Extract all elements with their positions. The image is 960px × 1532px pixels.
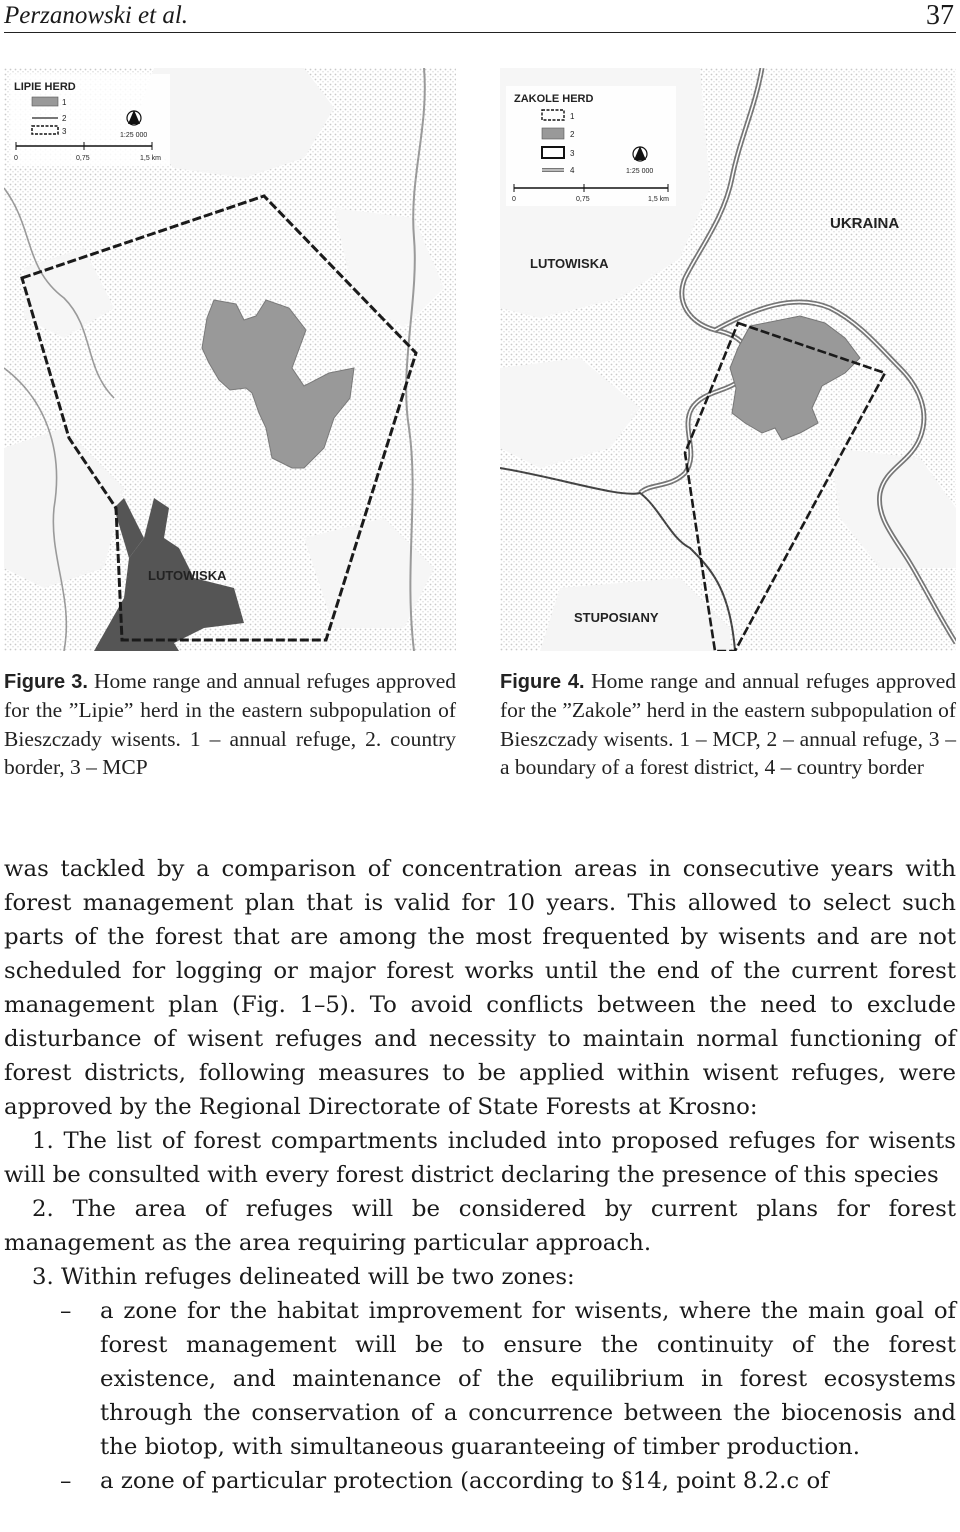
- dash-item-2-text: a zone of particular protection (according to §14, point 8.2.c of: [100, 1468, 829, 1494]
- figure-4-place-ukraina: UKRAINA: [830, 215, 900, 232]
- figure-3-label: Figure 3.: [4, 671, 88, 693]
- figure-4-legend-title: ZAKOLE HERD: [514, 93, 594, 105]
- dash-item-2: [60, 1464, 956, 1498]
- figure-4-caption-text: Home range and annual refuges approved for the ”Zakole” herd in the eastern subpopulation of Bieszczady wisents. 1 – MCP, 2 – annual refuge, 3 – a boundary of a forest district, 4 – country border: [500, 669, 956, 780]
- body-text: [4, 852, 956, 1498]
- figure-3-place-lutowiska: LUTOWISKA: [148, 568, 227, 583]
- figure-4-map: [500, 68, 956, 651]
- list-item-1: 1. The list of forest compartments included into proposed refuges for wisents will be consulted with every forest district declaring the presence of this species: [4, 1128, 956, 1188]
- figure-4-scale-ratio: 1:25 000: [626, 168, 654, 175]
- figure-3-legend-2: 2: [62, 114, 67, 123]
- running-head: [4, 0, 956, 33]
- figure-4-caption: [500, 667, 956, 782]
- figure-4-legend-1: 1: [570, 112, 575, 121]
- figure-3-legend-3: 3: [62, 127, 67, 136]
- figure-3-legend-title: LIPIE HERD: [14, 81, 76, 93]
- running-head-authors: Perzanowski et al.: [4, 2, 189, 29]
- dash-bullet: –: [60, 1468, 72, 1494]
- figure-3-scale-ratio: 1:25 000: [120, 132, 148, 139]
- figure-4-place-stuposiany: STUPOSIANY: [574, 610, 659, 625]
- figure-4-scale-0: 0: [512, 196, 516, 203]
- figure-3-map: [4, 68, 456, 651]
- figure-3-scale-0: 0: [14, 155, 18, 162]
- figure-3-legend-1: 1: [62, 98, 67, 107]
- figure-4-legend-2: 2: [570, 130, 575, 139]
- figure-3-caption-text: Home range and annual refuges approved for the ”Lipie” herd in the eastern subpopulation of Bieszczady wisents. 1 – annual refuge, 2. country border, 3 – MCP: [4, 669, 456, 780]
- dash-bullet: –: [60, 1298, 72, 1324]
- figure-4-place-lutowiska: LUTOWISKA: [530, 256, 609, 271]
- figure-4-scale-mid: 0,75: [576, 196, 590, 203]
- figure-4-legend-3: 3: [570, 149, 575, 158]
- figure-4-legend-4: 4: [570, 166, 575, 175]
- figure-3-scale-end: 1,5 km: [140, 155, 162, 162]
- figure-3-scale-mid: 0,75: [76, 155, 90, 162]
- figure-4-scale-end: 1,5 km: [648, 196, 670, 203]
- dash-item-1-text: a zone for the habitat improvement for wisents, where the main goal of forest management will be to ensure the continuity of the forest existence, and maintenance of the equilibrium in forest ecosystems through the conservation of a concurrence between the biocenosis and the biotop, with simultaneous guaranteeing of timber production.: [100, 1298, 956, 1460]
- figure-4-label: Figure 4.: [500, 671, 585, 693]
- dash-item-1: [60, 1294, 956, 1464]
- figure-3-caption: [4, 667, 456, 782]
- paragraph-1: was tackled by a comparison of concentration areas in consecutive years with forest management plan that is valid for 10 years. This allowed to select such parts of the forest that are among the most frequented by wisents and are not scheduled for logging or major forest works until the end of the current forest management plan (Fig. 1–5). To avoid conflicts between the need to exclude disturbance of wisent refuges and necessity to maintain normal functioning of forest districts, following measures to be applied within wisent refuges, were approved by the Regional Directorate of State Forests at Krosno:: [4, 856, 956, 1120]
- figure-3-legend: [10, 74, 170, 166]
- page-number: 37: [926, 0, 954, 31]
- list-item-2: 2. The area of refuges will be considered by current plans for forest management as the area requiring particular approach.: [4, 1196, 956, 1256]
- list-item-3: 3. Within refuges delineated will be two zones:: [32, 1264, 575, 1290]
- figure-4-legend: [506, 86, 676, 206]
